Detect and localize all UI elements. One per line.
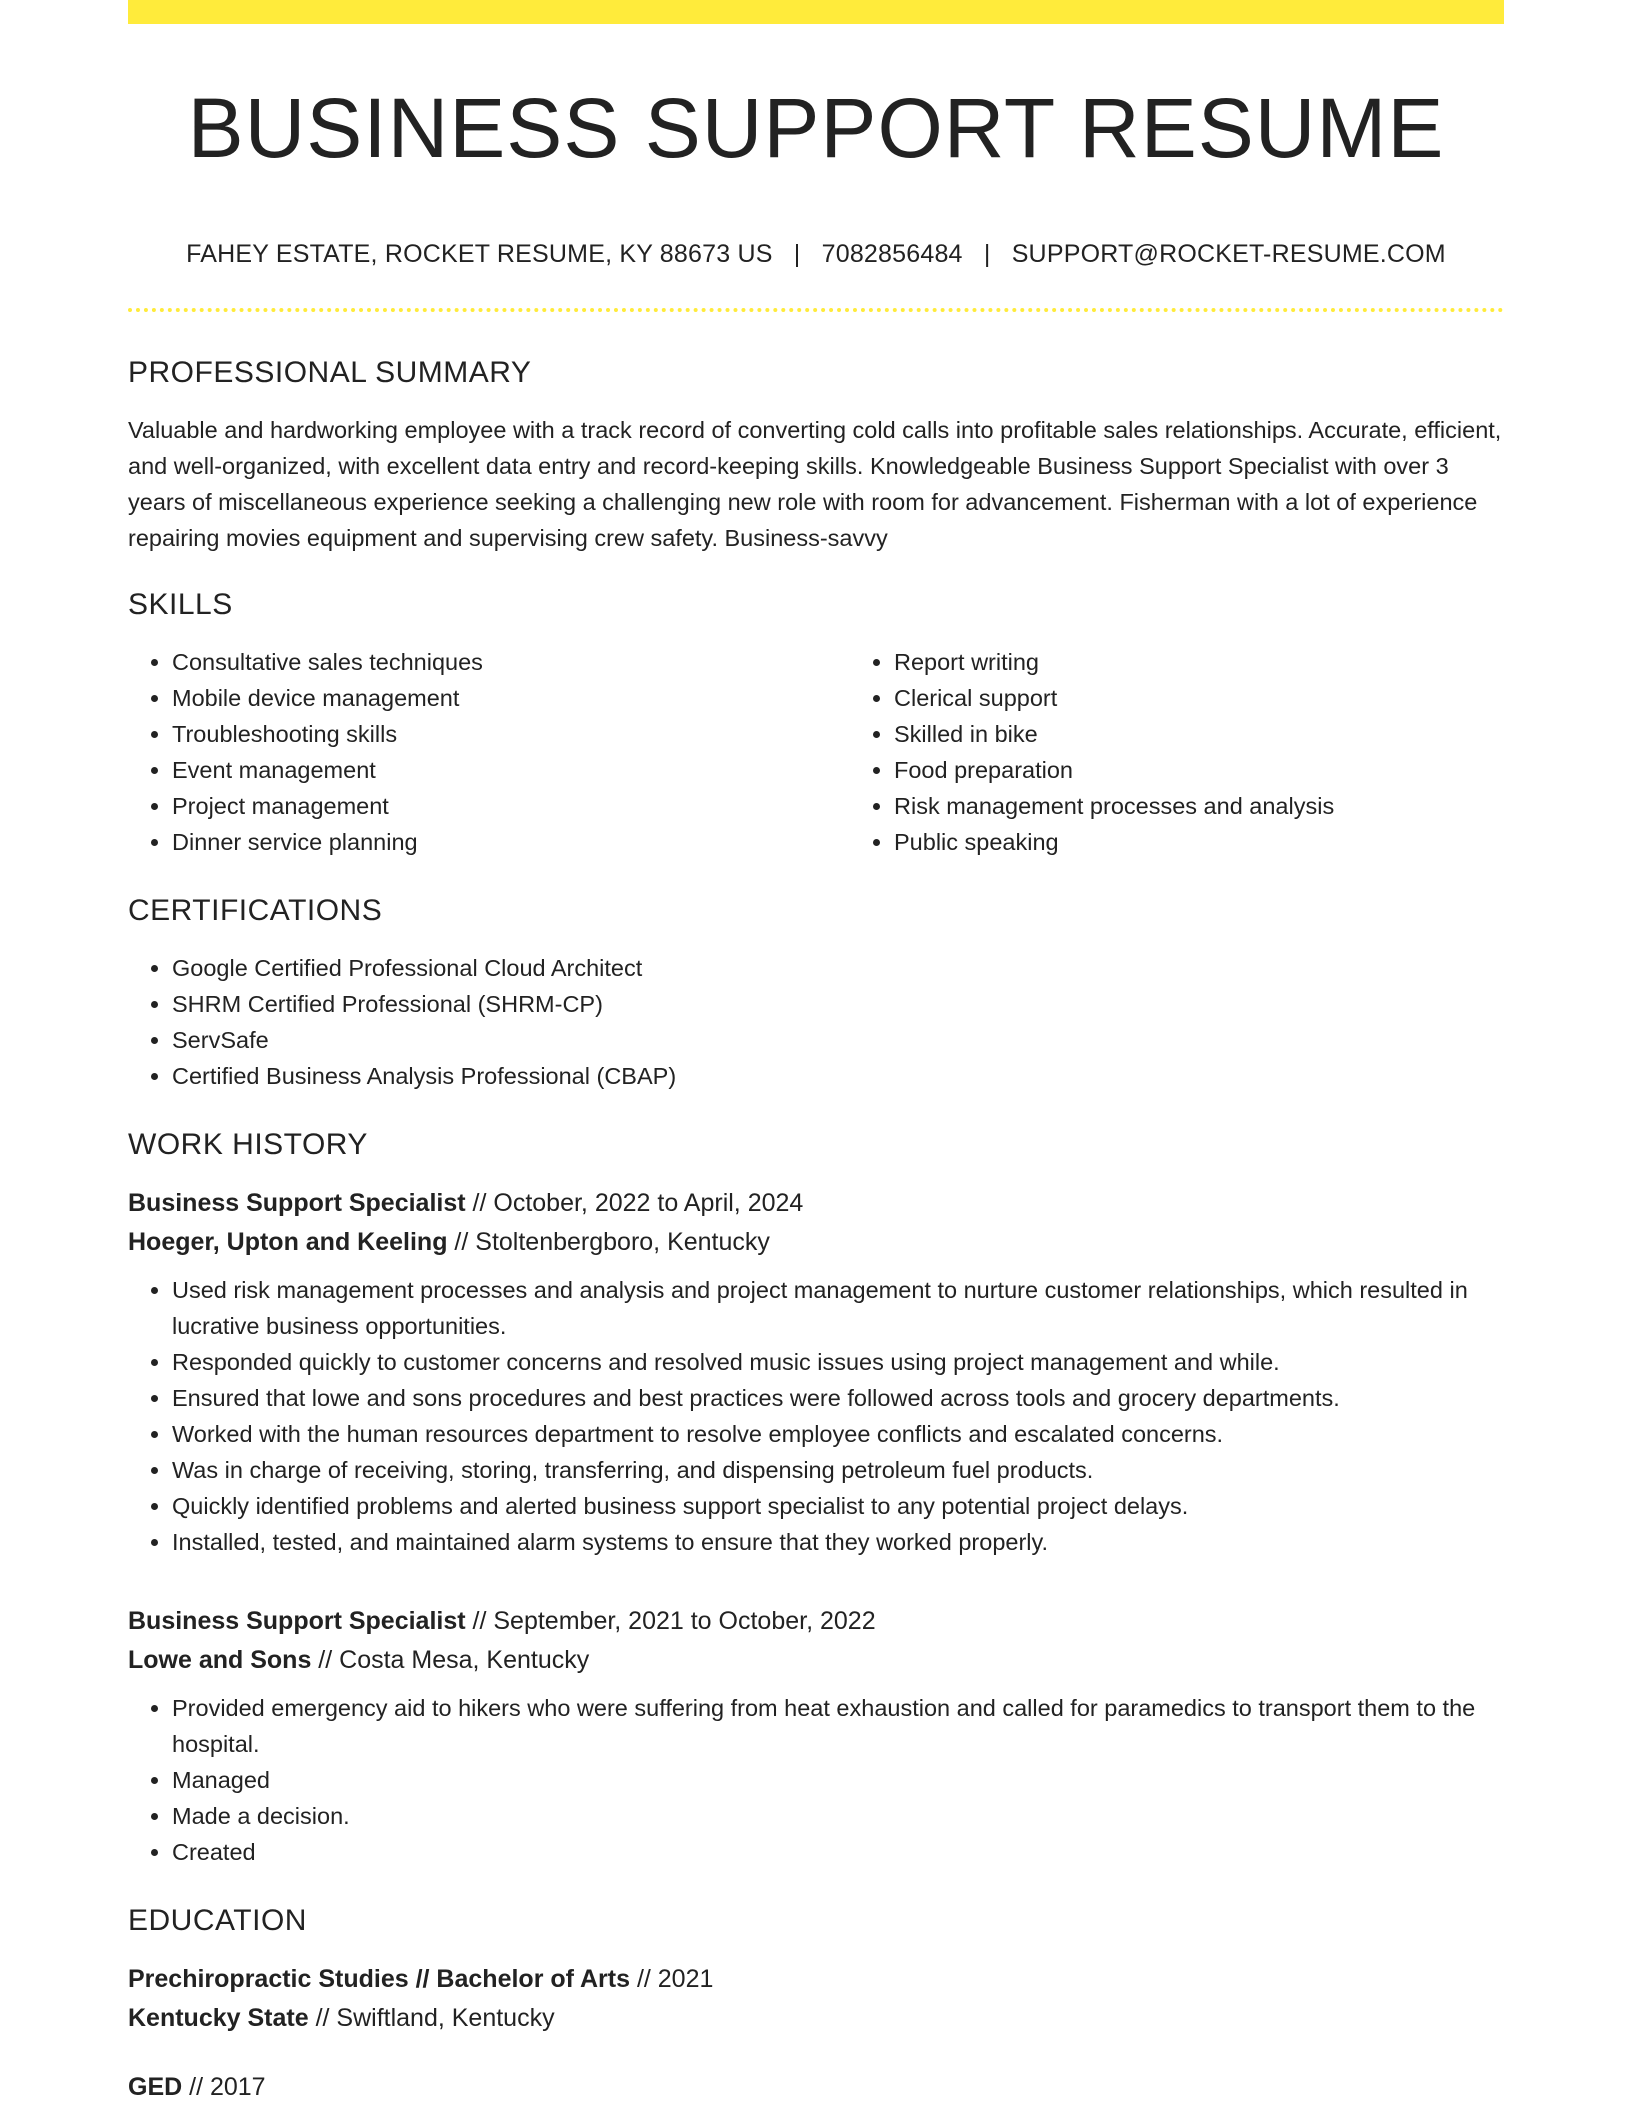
education-school: Kentucky State xyxy=(128,2004,309,2033)
job-company-line xyxy=(128,1223,1504,1262)
job-bullet-list xyxy=(128,1690,1504,1870)
job-location: // Costa Mesa, Kentucky xyxy=(311,1646,590,1675)
accent-top-bar xyxy=(128,0,1504,24)
skill-item: • Mobile device management xyxy=(172,680,850,716)
job-bullet: • Worked with the human resources department to resolve employee conflicts and escalated concerns. xyxy=(172,1416,1504,1452)
education-degree: GED xyxy=(128,2073,183,2102)
education-location: // Swiftland, Kentucky xyxy=(308,2004,555,2033)
certification-item: • Certified Business Analysis Professional (CBAP) xyxy=(172,1058,1504,1094)
skill-item: • Consultative sales techniques xyxy=(172,644,850,680)
skill-item: • Report writing xyxy=(894,644,1572,680)
skills-list-right xyxy=(850,644,1572,860)
job-bullet: • Used risk management processes and analysis and project management to nurture customer relationships, which resulted in lucrative business opportunities. xyxy=(172,1272,1504,1344)
contact-separator: | xyxy=(983,240,991,269)
job-bullet: • Made a decision. xyxy=(172,1798,1504,1834)
job-role: Business Support Specialist xyxy=(128,1189,466,1218)
job-entry xyxy=(128,1602,1504,1870)
job-role-line xyxy=(128,1184,1504,1223)
education-degree: Prechiropractic Studies // Bachelor of Arts xyxy=(128,1965,630,1994)
contact-email: SUPPORT@ROCKET-RESUME.COM xyxy=(1011,240,1446,269)
contact-address: FAHEY ESTATE, ROCKET RESUME, KY 88673 US xyxy=(186,240,773,269)
job-bullet: • Was in charge of receiving, storing, transferring, and dispensing petroleum fuel products. xyxy=(172,1452,1504,1488)
job-dates: // October, 2022 to April, 2024 xyxy=(465,1189,804,1218)
job-company: Hoeger, Upton and Keeling xyxy=(128,1228,448,1257)
certification-item: • SHRM Certified Professional (SHRM-CP) xyxy=(172,986,1504,1022)
contact-phone: 7082856484 xyxy=(821,240,963,269)
skills-columns xyxy=(128,644,1504,860)
job-bullet: • Created xyxy=(172,1834,1504,1870)
skill-item: • Clerical support xyxy=(894,680,1572,716)
education-degree-line xyxy=(128,1960,1504,1999)
skills-heading: SKILLS xyxy=(128,588,233,622)
education-year: // 2017 xyxy=(182,2073,266,2102)
skill-item: • Risk management processes and analysis xyxy=(894,788,1572,824)
summary-heading: PROFESSIONAL SUMMARY xyxy=(128,356,532,390)
job-bullet-list xyxy=(128,1272,1504,1560)
certification-item: • Google Certified Professional Cloud Architect xyxy=(172,950,1504,986)
education-heading: EDUCATION xyxy=(128,1904,307,1938)
certifications-heading: CERTIFICATIONS xyxy=(128,894,383,928)
education-degree-line xyxy=(128,2068,1504,2107)
education-school-line xyxy=(128,1999,1504,2038)
job-bullet: • Provided emergency aid to hikers who were suffering from heat exhaustion and called for paramedics to transport them to the hospital. xyxy=(172,1690,1504,1762)
skill-item: • Event management xyxy=(172,752,850,788)
job-bullet: • Managed xyxy=(172,1762,1504,1798)
job-company-line xyxy=(128,1641,1504,1680)
job-bullet: • Ensured that lowe and sons procedures and best practices were followed across tools and grocery departments. xyxy=(172,1380,1504,1416)
certification-item: • ServSafe xyxy=(172,1022,1504,1058)
job-company: Lowe and Sons xyxy=(128,1646,312,1675)
job-dates: // September, 2021 to October, 2022 xyxy=(465,1607,876,1636)
job-bullet: • Installed, tested, and maintained alarm systems to ensure that they worked properly. xyxy=(172,1524,1504,1560)
skill-item: • Public speaking xyxy=(894,824,1572,860)
education-entry xyxy=(128,2068,1504,2107)
job-location: // Stoltenbergboro, Kentucky xyxy=(447,1228,770,1257)
certifications-list xyxy=(128,950,1504,1094)
job-bullet: • Responded quickly to customer concerns and resolved music issues using project management and while. xyxy=(172,1344,1504,1380)
education-entry xyxy=(128,1960,1504,2038)
job-bullet: • Quickly identified problems and alerted business support specialist to any potential project delays. xyxy=(172,1488,1504,1524)
job-role: Business Support Specialist xyxy=(128,1607,466,1636)
skill-item: • Food preparation xyxy=(894,752,1572,788)
job-entry xyxy=(128,1184,1504,1560)
resume-page xyxy=(128,0,1504,2107)
contact-separator: | xyxy=(793,240,801,269)
skills-list-left xyxy=(128,644,850,860)
summary-text: Valuable and hardworking employee with a track record of converting cold calls into profitable sales relationships. Accurate, efficient, and well-organized, with excellent data entry and record-keeping skills. Knowledgeable Business Support Specialist with over 3 years of miscellaneous experience seeking a challenging new role with room for advancement. Fisherman with a lot of experience repairing movies equipment and supervising crew safety. Business-savvy xyxy=(128,417,1502,552)
work-history-heading: WORK HISTORY xyxy=(128,1128,368,1162)
job-role-line xyxy=(128,1602,1504,1641)
dotted-divider xyxy=(128,308,1504,312)
skill-item: • Skilled in bike xyxy=(894,716,1572,752)
skill-item: • Troubleshooting skills xyxy=(172,716,850,752)
skill-item: • Project management xyxy=(172,788,850,824)
education-year: // 2021 xyxy=(630,1965,714,1994)
skill-item: • Dinner service planning xyxy=(172,824,850,860)
contact-line xyxy=(128,240,1504,269)
resume-title: BUSINESS SUPPORT RESUME xyxy=(187,81,1445,175)
